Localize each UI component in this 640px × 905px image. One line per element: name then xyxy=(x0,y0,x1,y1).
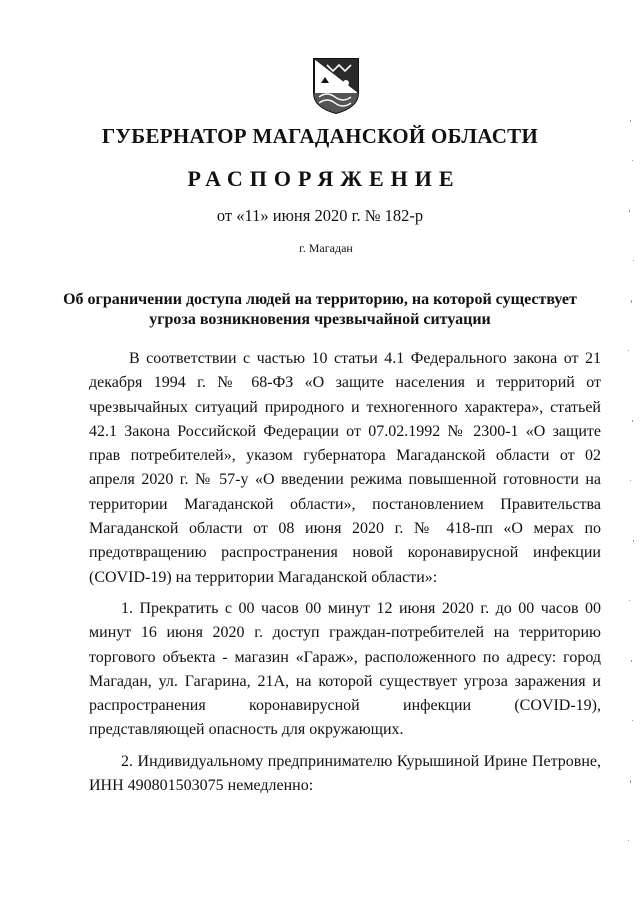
document-type-title: РАСПОРЯЖЕНИЕ xyxy=(187,166,461,191)
document-subject: Об ограничении доступа людей на территорию, на которой существует угроза возникновения чрезвычайной ситуации xyxy=(63,291,577,328)
preamble-paragraph: В соответствии с частью 10 статьи 4.1 Федерального закона от 21 декабря 1994 г. № 68-ФЗ «О защите населения и территорий от чрезвычайных ситуаций природного и техногенного характера», статьей 42.1 Закона Российской Федерации от 07.02.1992 № 2300-1 «О защите прав потребителей», указом губернатора Магаданской области от 02 апреля 2020 г. № 57-у «О введении режима повышенной готовности на территории Магаданской области», постановлением Правительства Магаданской области от 08 июня 2020 г. № 418-пп «О мерах по предотвращению распространения новой коронавирусной инфекции (COVID-19) на территории Магаданской области»: xyxy=(89,350,601,586)
clause-paragraph-1: 1. Прекратить с 00 часов 00 минут 12 июня 2020 г. до 00 часов 00 минут 16 июня 2020 г. доступ граждан-потребителей на территорию торгового объекта - магазин «Гараж», расположенного по адресу: город Магадан, ул. Гагарина, 21А, на которой существует угроза заражения и распространения коронавирусной инфекции (COVID-19), представляющей опасность для окружающих. xyxy=(89,599,601,739)
document-city: г. Магадан xyxy=(299,241,353,255)
document-date-number: от «11» июня 2020 г. № 182-р xyxy=(216,206,424,225)
clause-paragraph-2: 2. Индивидуальному предпринимателю Курышиной Ирине Петровне, ИНН 490801503075 немедленно: xyxy=(89,752,601,795)
coat-of-arms-icon xyxy=(311,57,361,115)
scan-edge-noise xyxy=(622,0,636,905)
document-body xyxy=(89,347,601,805)
issuing-authority: ГУБЕРНАТОР МАГАДАНСКОЙ ОБЛАСТИ xyxy=(101,124,539,148)
